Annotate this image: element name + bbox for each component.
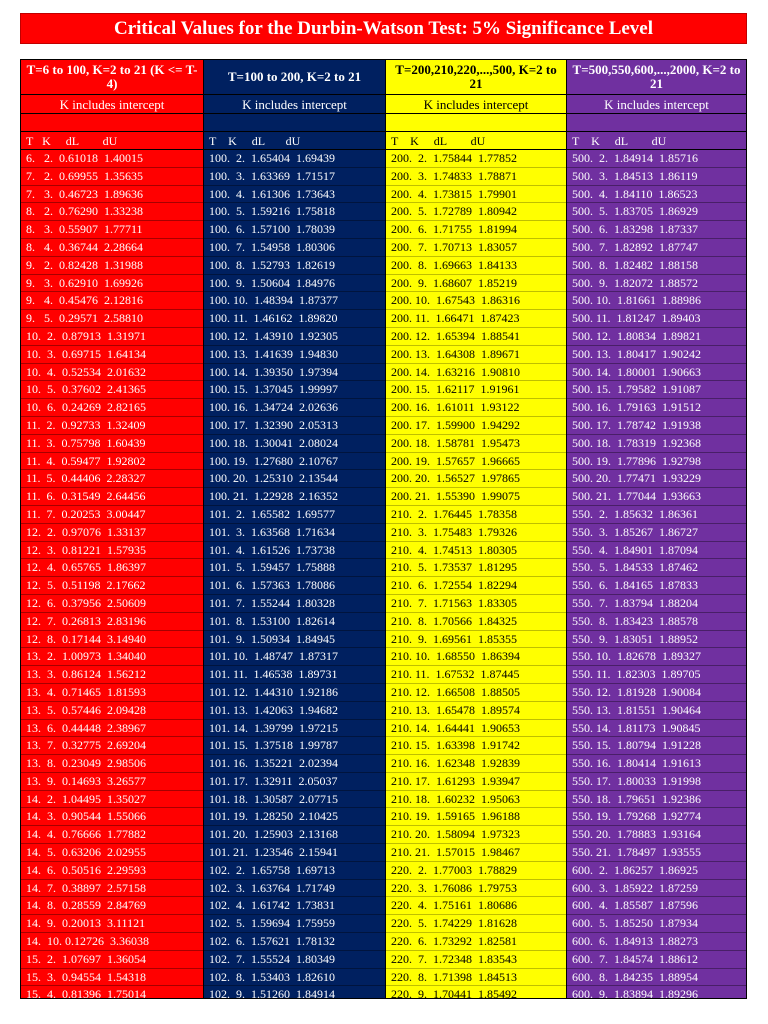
table-row: 600. 5. 1.85250 1.87934 — [567, 915, 746, 933]
table-row: 101. 11. 1.46538 1.89731 — [204, 666, 385, 684]
table-row: 200. 9. 1.68607 1.85219 — [386, 275, 566, 293]
table-row: 600. 3. 1.85922 1.87259 — [567, 880, 746, 898]
table-row: 15. 2. 1.07697 1.36054 — [21, 951, 203, 969]
table-row: 220. 6. 1.73292 1.82581 — [386, 933, 566, 951]
table-row: 13. 4. 0.71465 1.81593 — [21, 684, 203, 702]
table-row: 500. 19. 1.77896 1.92798 — [567, 453, 746, 471]
table-row: 550. 20. 1.78883 1.93164 — [567, 826, 746, 844]
column-header: T=200,210,220,...,500, K=2 to 21 — [386, 60, 566, 95]
table-row: 14. 10. 0.12726 3.36038 — [21, 933, 203, 951]
column-header: T=6 to 100, K=2 to 21 (K <= T-4) — [21, 60, 203, 95]
table-row: 210. 13. 1.65478 1.89574 — [386, 702, 566, 720]
table-row: 210. 10. 1.68550 1.86394 — [386, 648, 566, 666]
table-row: 100. 19. 1.27680 2.10767 — [204, 453, 385, 471]
table-row: 500. 6. 1.83298 1.87337 — [567, 221, 746, 239]
table-row: 500. 11. 1.81247 1.89403 — [567, 310, 746, 328]
table-row: 550. 16. 1.80414 1.91613 — [567, 755, 746, 773]
table-row: 210. 7. 1.71563 1.83305 — [386, 595, 566, 613]
table-row: 10. 2. 0.87913 1.31971 — [21, 328, 203, 346]
table-row: 500. 7. 1.82892 1.87747 — [567, 239, 746, 257]
table-row: 210. 3. 1.75483 1.79326 — [386, 524, 566, 542]
table-row: 550. 21. 1.78497 1.93555 — [567, 844, 746, 862]
table-column-t200-500 — [385, 60, 566, 998]
table-row: 15. 4. 0.81396 1.75014 — [21, 986, 203, 998]
table-row: 500. 18. 1.78319 1.92368 — [567, 435, 746, 453]
table-row: 13. 8. 0.23049 2.98506 — [21, 755, 203, 773]
table-row: 200. 20. 1.56527 1.97865 — [386, 470, 566, 488]
table-row: 100. 10. 1.48394 1.87377 — [204, 292, 385, 310]
table-row: 200. 18. 1.58781 1.95473 — [386, 435, 566, 453]
table-row: 12. 5. 0.51198 2.17662 — [21, 577, 203, 595]
blank-row — [204, 114, 385, 132]
table-row: 13. 5. 0.57446 2.09428 — [21, 702, 203, 720]
table-row: 9. 3. 0.62910 1.69926 — [21, 275, 203, 293]
table-row: 6. 2. 0.61018 1.40015 — [21, 150, 203, 168]
table-row: 14. 9. 0.20013 3.11121 — [21, 915, 203, 933]
critical-values-table — [20, 59, 747, 999]
table-row: 600. 9. 1.83894 1.89296 — [567, 986, 746, 998]
table-row: 11. 4. 0.59477 1.92802 — [21, 453, 203, 471]
table-row: 101. 18. 1.30587 2.07715 — [204, 791, 385, 809]
table-row: 12. 6. 0.37956 2.50609 — [21, 595, 203, 613]
table-row: 101. 10. 1.48747 1.87317 — [204, 648, 385, 666]
table-row: 102. 6. 1.57621 1.78132 — [204, 933, 385, 951]
table-row: 14. 3. 0.90544 1.55066 — [21, 808, 203, 826]
table-row: 200. 2. 1.75844 1.77852 — [386, 150, 566, 168]
table-row: 102. 4. 1.61742 1.73831 — [204, 897, 385, 915]
table-row: 550. 4. 1.84901 1.87094 — [567, 542, 746, 560]
table-row: 200. 7. 1.70713 1.83057 — [386, 239, 566, 257]
table-row: 100. 20. 1.25310 2.13544 — [204, 470, 385, 488]
table-row: 13. 2. 1.00973 1.34040 — [21, 648, 203, 666]
table-row: 10. 3. 0.69715 1.64134 — [21, 346, 203, 364]
table-row: 200. 17. 1.59900 1.94292 — [386, 417, 566, 435]
table-row: 100. 8. 1.52793 1.82619 — [204, 257, 385, 275]
table-row: 200. 19. 1.57657 1.96665 — [386, 453, 566, 471]
table-row: 600. 4. 1.85587 1.87596 — [567, 897, 746, 915]
table-row: 550. 8. 1.83423 1.88578 — [567, 613, 746, 631]
table-row: 200. 4. 1.73815 1.79901 — [386, 186, 566, 204]
table-row: 500. 3. 1.84513 1.86119 — [567, 168, 746, 186]
table-row: 500. 10. 1.81661 1.88986 — [567, 292, 746, 310]
table-row: 12. 8. 0.17144 3.14940 — [21, 631, 203, 649]
blank-row — [386, 114, 566, 132]
table-row: 500. 13. 1.80417 1.90242 — [567, 346, 746, 364]
table-row: 200. 6. 1.71755 1.81994 — [386, 221, 566, 239]
column-subheader: K includes intercept — [386, 95, 566, 114]
table-row: 100. 9. 1.50604 1.84976 — [204, 275, 385, 293]
table-row: 100. 11. 1.46162 1.89820 — [204, 310, 385, 328]
table-row: 600. 7. 1.84574 1.88612 — [567, 951, 746, 969]
table-row: 14. 7. 0.38897 2.57158 — [21, 880, 203, 898]
table-column-t500-2000 — [566, 60, 746, 998]
table-row: 500. 21. 1.77044 1.93663 — [567, 488, 746, 506]
table-row: 600. 2. 1.86257 1.86925 — [567, 862, 746, 880]
table-row: 550. 6. 1.84165 1.87833 — [567, 577, 746, 595]
table-row: 7. 3. 0.46723 1.89636 — [21, 186, 203, 204]
table-row: 200. 15. 1.62117 1.91961 — [386, 381, 566, 399]
table-row: 500. 14. 1.80001 1.90663 — [567, 364, 746, 382]
table-row: 14. 4. 0.76666 1.77882 — [21, 826, 203, 844]
table-row: 600. 8. 1.84235 1.88954 — [567, 969, 746, 987]
table-row: 500. 4. 1.84110 1.86523 — [567, 186, 746, 204]
table-row: 101. 7. 1.55244 1.80328 — [204, 595, 385, 613]
table-row: 10. 5. 0.37602 2.41365 — [21, 381, 203, 399]
column-field-labels: T K dL dU — [21, 132, 203, 150]
table-row: 101. 16. 1.35221 2.02394 — [204, 755, 385, 773]
column-header: T=500,550,600,...,2000, K=2 to 21 — [567, 60, 746, 95]
column-field-labels: T K dL dU — [567, 132, 746, 150]
blank-row — [567, 114, 746, 132]
column-rows — [204, 150, 385, 998]
table-row: 500. 20. 1.77471 1.93229 — [567, 470, 746, 488]
table-column-t100-200 — [203, 60, 385, 998]
table-row: 500. 9. 1.82072 1.88572 — [567, 275, 746, 293]
table-row: 210. 19. 1.59165 1.96188 — [386, 808, 566, 826]
table-row: 100. 6. 1.57100 1.78039 — [204, 221, 385, 239]
table-row: 8. 4. 0.36744 2.28664 — [21, 239, 203, 257]
table-row: 100. 2. 1.65404 1.69439 — [204, 150, 385, 168]
table-row: 210. 9. 1.69561 1.85355 — [386, 631, 566, 649]
table-row: 100. 4. 1.61306 1.73643 — [204, 186, 385, 204]
table-row: 200. 3. 1.74833 1.78871 — [386, 168, 566, 186]
table-row: 100. 18. 1.30041 2.08024 — [204, 435, 385, 453]
table-row: 13. 6. 0.44448 2.38967 — [21, 720, 203, 738]
table-row: 14. 6. 0.50516 2.29593 — [21, 862, 203, 880]
table-row: 200. 5. 1.72789 1.80942 — [386, 203, 566, 221]
table-row: 210. 5. 1.73537 1.81295 — [386, 559, 566, 577]
table-row: 8. 3. 0.55907 1.77711 — [21, 221, 203, 239]
table-row: 550. 19. 1.79268 1.92774 — [567, 808, 746, 826]
table-row: 101. 17. 1.32911 2.05037 — [204, 773, 385, 791]
table-row: 102. 8. 1.53403 1.82610 — [204, 969, 385, 987]
table-row: 550. 13. 1.81551 1.90464 — [567, 702, 746, 720]
table-row: 9. 5. 0.29571 2.58810 — [21, 310, 203, 328]
table-row: 102. 3. 1.63764 1.71749 — [204, 880, 385, 898]
table-row: 101. 20. 1.25903 2.13168 — [204, 826, 385, 844]
table-row: 100. 12. 1.43910 1.92305 — [204, 328, 385, 346]
table-row: 12. 7. 0.26813 2.83196 — [21, 613, 203, 631]
table-row: 220. 8. 1.71398 1.84513 — [386, 969, 566, 987]
table-row: 101. 12. 1.44310 1.92186 — [204, 684, 385, 702]
table-row: 210. 18. 1.60232 1.95063 — [386, 791, 566, 809]
table-row: 210. 21. 1.57015 1.98467 — [386, 844, 566, 862]
table-row: 210. 16. 1.62348 1.92839 — [386, 755, 566, 773]
table-row: 500. 2. 1.84914 1.85716 — [567, 150, 746, 168]
table-column-t6-100 — [21, 60, 203, 998]
table-row: 11. 2. 0.92733 1.32409 — [21, 417, 203, 435]
table-row: 7. 2. 0.69955 1.35635 — [21, 168, 203, 186]
table-row: 14. 5. 0.63206 2.02955 — [21, 844, 203, 862]
table-row: 210. 8. 1.70566 1.84325 — [386, 613, 566, 631]
table-row: 8. 2. 0.76290 1.33238 — [21, 203, 203, 221]
table-row: 550. 2. 1.85632 1.86361 — [567, 506, 746, 524]
table-row: 210. 11. 1.67532 1.87445 — [386, 666, 566, 684]
table-row: 550. 14. 1.81173 1.90845 — [567, 720, 746, 738]
table-row: 550. 18. 1.79651 1.92386 — [567, 791, 746, 809]
table-row: 100. 5. 1.59216 1.75818 — [204, 203, 385, 221]
column-field-labels: T K dL dU — [204, 132, 385, 150]
table-row: 550. 12. 1.81928 1.90084 — [567, 684, 746, 702]
table-row: 101. 9. 1.50934 1.84945 — [204, 631, 385, 649]
column-subheader: K includes intercept — [21, 95, 203, 114]
table-row: 210. 4. 1.74513 1.80305 — [386, 542, 566, 560]
table-row: 200. 16. 1.61011 1.93122 — [386, 399, 566, 417]
table-row: 500. 17. 1.78742 1.91938 — [567, 417, 746, 435]
table-row: 550. 11. 1.82303 1.89705 — [567, 666, 746, 684]
table-row: 200. 21. 1.55390 1.99075 — [386, 488, 566, 506]
table-row: 210. 14. 1.64441 1.90653 — [386, 720, 566, 738]
table-row: 13. 3. 0.86124 1.56212 — [21, 666, 203, 684]
table-row: 102. 7. 1.55524 1.80349 — [204, 951, 385, 969]
table-row: 13. 9. 0.14693 3.26577 — [21, 773, 203, 791]
table-row: 11. 3. 0.75798 1.60439 — [21, 435, 203, 453]
table-row: 101. 6. 1.57363 1.78086 — [204, 577, 385, 595]
table-row: 600. 6. 1.84913 1.88273 — [567, 933, 746, 951]
table-row: 101. 13. 1.42063 1.94682 — [204, 702, 385, 720]
column-subheader: K includes intercept — [567, 95, 746, 114]
table-row: 101. 15. 1.37518 1.99787 — [204, 737, 385, 755]
column-header: T=100 to 200, K=2 to 21 — [204, 60, 385, 95]
table-row: 102. 2. 1.65758 1.69713 — [204, 862, 385, 880]
table-row: 220. 3. 1.76086 1.79753 — [386, 880, 566, 898]
table-row: 102. 9. 1.51260 1.84914 — [204, 986, 385, 998]
column-field-labels: T K dL dU — [386, 132, 566, 150]
table-row: 11. 7. 0.20253 3.00447 — [21, 506, 203, 524]
column-rows — [21, 150, 203, 998]
column-subheader: K includes intercept — [204, 95, 385, 114]
table-row: 220. 2. 1.77003 1.78829 — [386, 862, 566, 880]
table-row: 101. 4. 1.61526 1.73738 — [204, 542, 385, 560]
table-row: 550. 9. 1.83051 1.88952 — [567, 631, 746, 649]
table-row: 200. 10. 1.67543 1.86316 — [386, 292, 566, 310]
table-row: 100. 17. 1.32390 2.05313 — [204, 417, 385, 435]
table-row: 220. 4. 1.75161 1.80686 — [386, 897, 566, 915]
table-row: 101. 2. 1.65582 1.69577 — [204, 506, 385, 524]
table-row: 101. 3. 1.63568 1.71634 — [204, 524, 385, 542]
table-row: 550. 5. 1.84533 1.87462 — [567, 559, 746, 577]
table-row: 100. 13. 1.41639 1.94830 — [204, 346, 385, 364]
table-row: 9. 2. 0.82428 1.31988 — [21, 257, 203, 275]
table-row: 100. 7. 1.54958 1.80306 — [204, 239, 385, 257]
table-row: 500. 15. 1.79582 1.91087 — [567, 381, 746, 399]
table-row: 500. 12. 1.80834 1.89821 — [567, 328, 746, 346]
table-row: 550. 10. 1.82678 1.89327 — [567, 648, 746, 666]
table-row: 550. 3. 1.85267 1.86727 — [567, 524, 746, 542]
column-rows — [386, 150, 566, 998]
table-row: 101. 14. 1.39799 1.97215 — [204, 720, 385, 738]
table-row: 15. 3. 0.94554 1.54318 — [21, 969, 203, 987]
table-row: 14. 2. 1.04495 1.35027 — [21, 791, 203, 809]
table-row: 102. 5. 1.59694 1.75959 — [204, 915, 385, 933]
table-row: 10. 6. 0.24269 2.82165 — [21, 399, 203, 417]
table-row: 11. 5. 0.44406 2.28327 — [21, 470, 203, 488]
table-row: 12. 4. 0.65765 1.86397 — [21, 559, 203, 577]
table-row: 11. 6. 0.31549 2.64456 — [21, 488, 203, 506]
table-row: 210. 17. 1.61293 1.93947 — [386, 773, 566, 791]
table-row: 550. 15. 1.80794 1.91228 — [567, 737, 746, 755]
table-row: 101. 8. 1.53100 1.82614 — [204, 613, 385, 631]
table-row: 200. 14. 1.63216 1.90810 — [386, 364, 566, 382]
table-row: 550. 17. 1.80033 1.91998 — [567, 773, 746, 791]
table-row: 100. 14. 1.39350 1.97394 — [204, 364, 385, 382]
table-row: 500. 5. 1.83705 1.86929 — [567, 203, 746, 221]
table-row: 210. 6. 1.72554 1.82294 — [386, 577, 566, 595]
blank-row — [21, 114, 203, 132]
page-title: Critical Values for the Durbin-Watson Test: 5% Significance Level — [20, 13, 747, 44]
table-row: 100. 3. 1.63369 1.71517 — [204, 168, 385, 186]
table-row: 500. 8. 1.82482 1.88158 — [567, 257, 746, 275]
table-row: 9. 4. 0.45476 2.12816 — [21, 292, 203, 310]
table-row: 12. 2. 0.97076 1.33137 — [21, 524, 203, 542]
table-row: 200. 8. 1.69663 1.84133 — [386, 257, 566, 275]
table-row: 100. 16. 1.34724 2.02636 — [204, 399, 385, 417]
table-row: 210. 15. 1.63398 1.91742 — [386, 737, 566, 755]
table-row: 100. 21. 1.22928 2.16352 — [204, 488, 385, 506]
table-row: 10. 4. 0.52534 2.01632 — [21, 364, 203, 382]
table-row: 210. 2. 1.76445 1.78358 — [386, 506, 566, 524]
table-row: 220. 7. 1.72348 1.83543 — [386, 951, 566, 969]
table-row: 220. 9. 1.70441 1.85492 — [386, 986, 566, 998]
table-row: 101. 19. 1.28250 2.10425 — [204, 808, 385, 826]
table-row: 210. 20. 1.58094 1.97323 — [386, 826, 566, 844]
table-row: 101. 5. 1.59457 1.75888 — [204, 559, 385, 577]
table-row: 200. 11. 1.66471 1.87423 — [386, 310, 566, 328]
table-row: 550. 7. 1.83794 1.88204 — [567, 595, 746, 613]
table-row: 500. 16. 1.79163 1.91512 — [567, 399, 746, 417]
table-row: 100. 15. 1.37045 1.99997 — [204, 381, 385, 399]
table-row: 14. 8. 0.28559 2.84769 — [21, 897, 203, 915]
table-row: 210. 12. 1.66508 1.88505 — [386, 684, 566, 702]
table-row: 220. 5. 1.74229 1.81628 — [386, 915, 566, 933]
table-row: 200. 13. 1.64308 1.89671 — [386, 346, 566, 364]
table-row: 200. 12. 1.65394 1.88541 — [386, 328, 566, 346]
table-row: 13. 7. 0.32775 2.69204 — [21, 737, 203, 755]
table-row: 12. 3. 0.81221 1.57935 — [21, 542, 203, 560]
table-row: 101. 21. 1.23546 2.15941 — [204, 844, 385, 862]
column-rows — [567, 150, 746, 998]
